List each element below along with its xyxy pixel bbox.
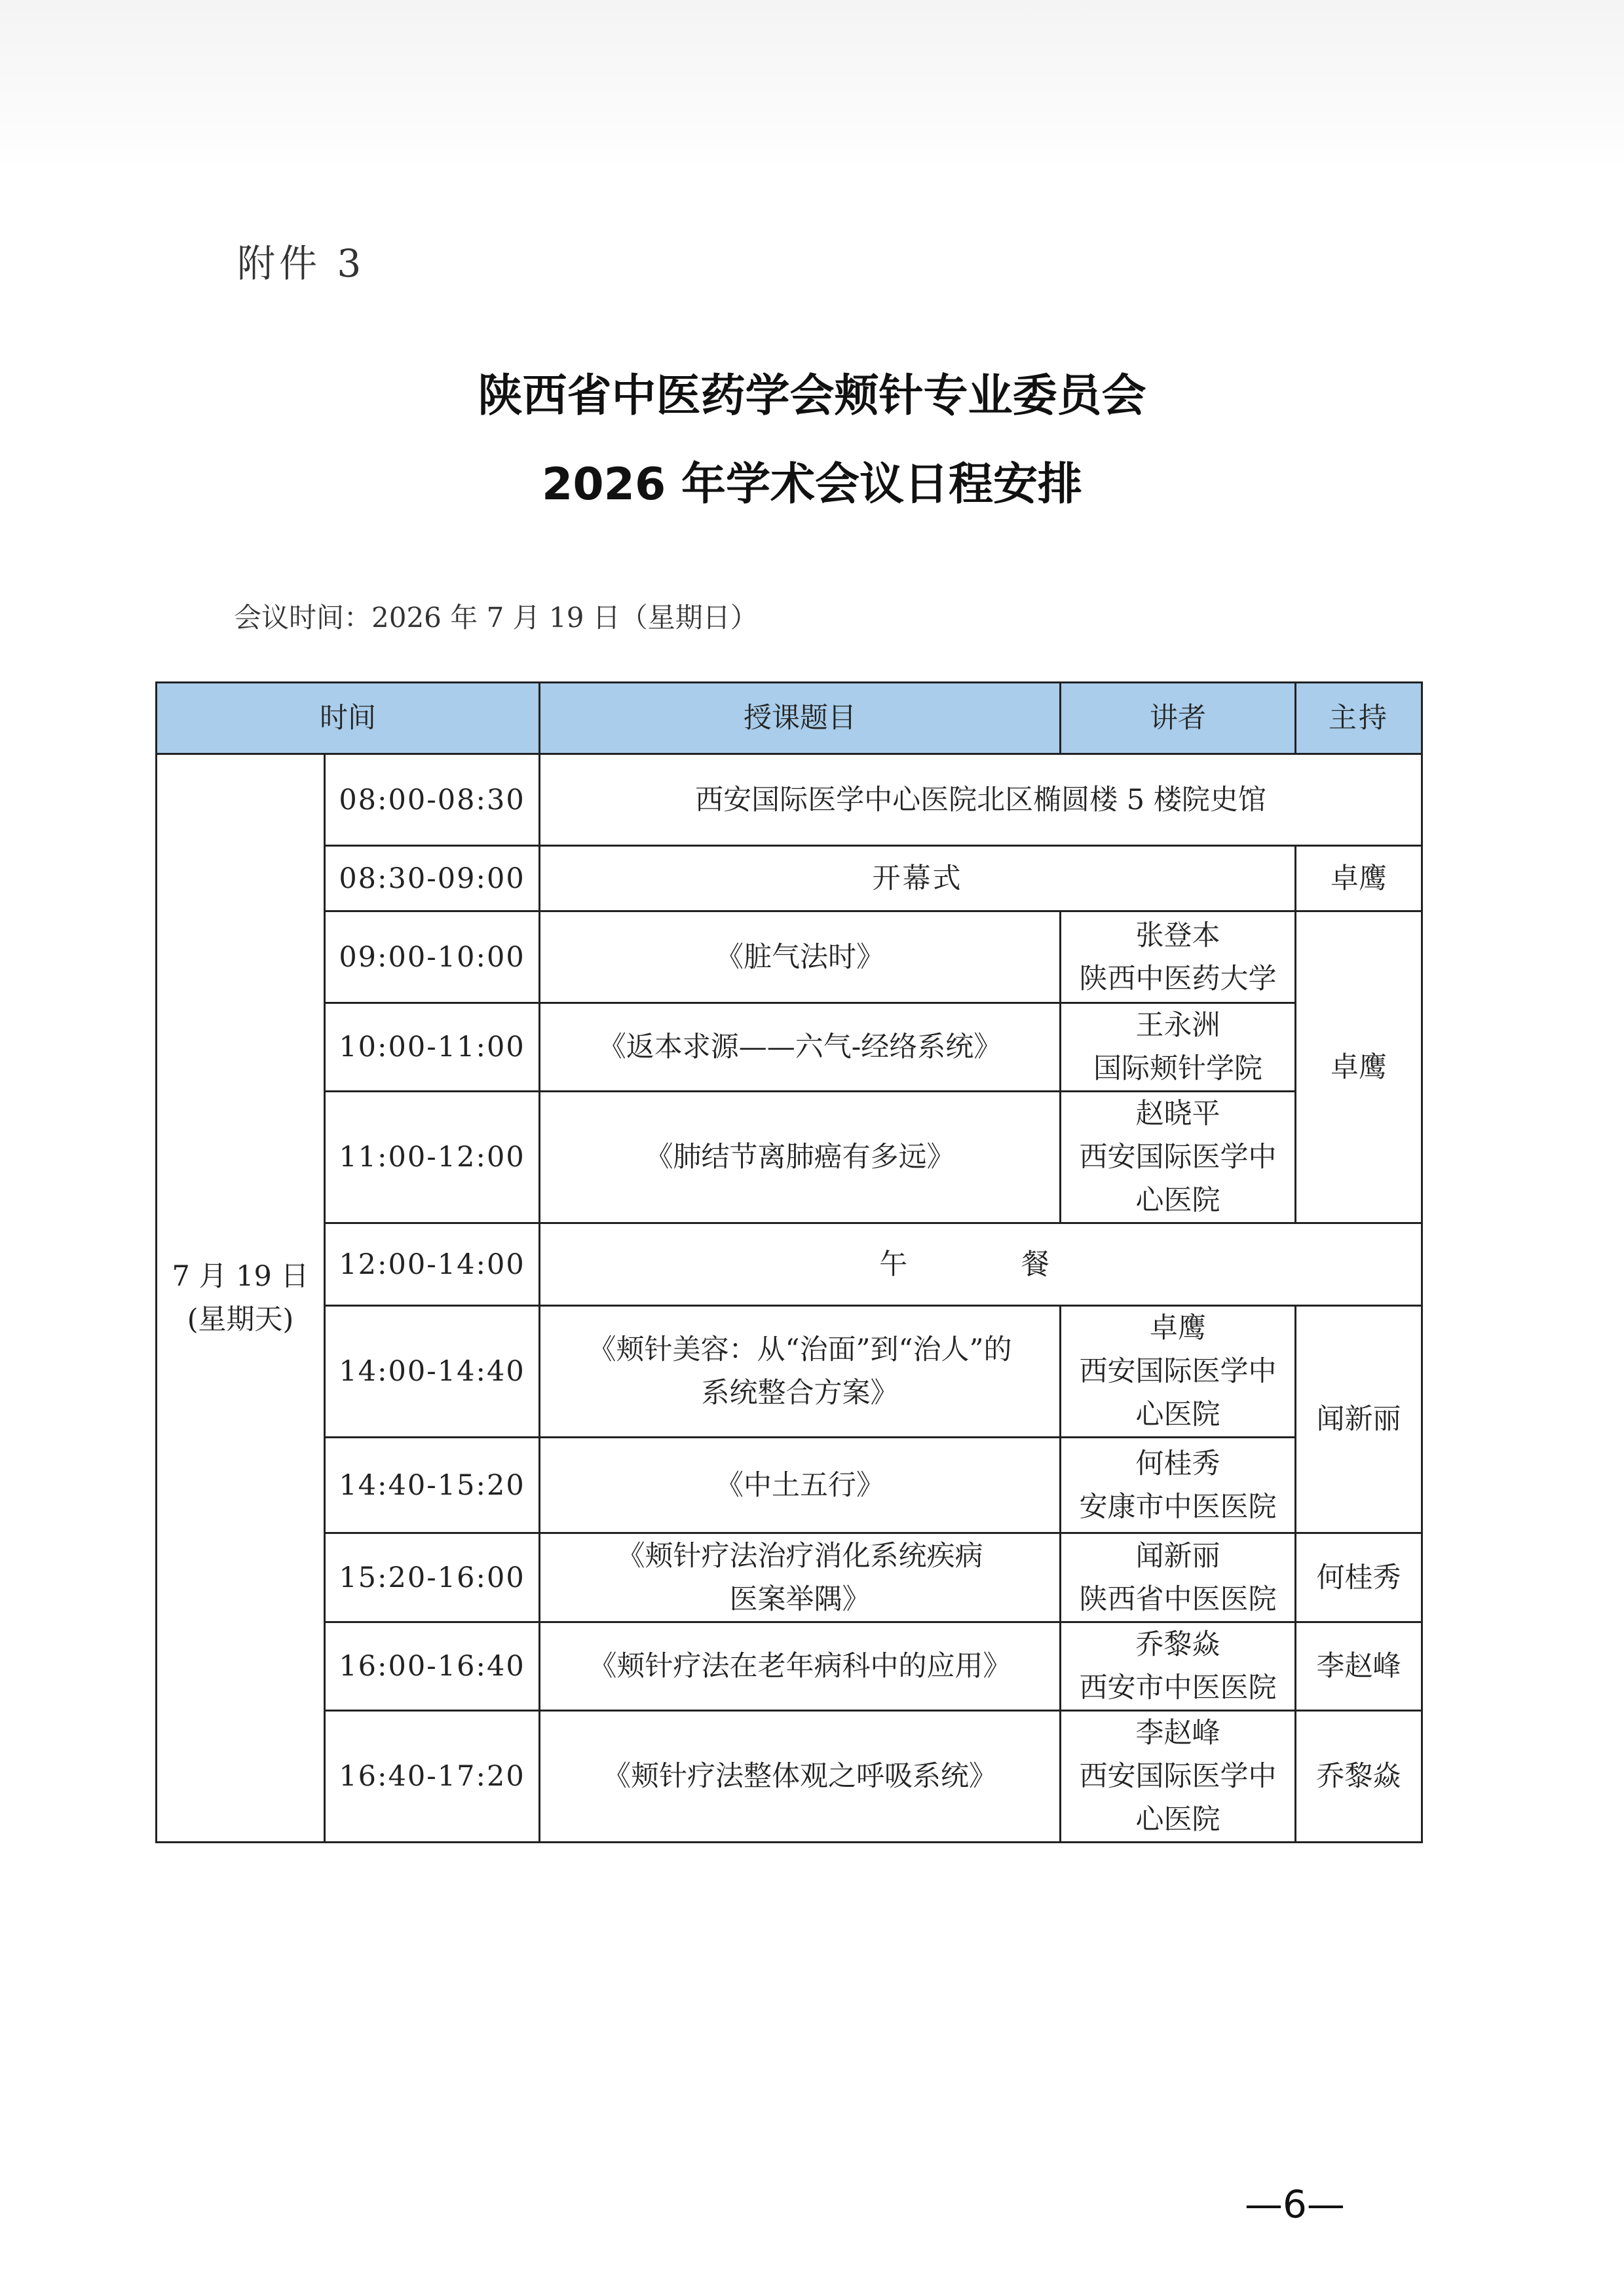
time-cell: 09:00-10:00 [325,911,540,1003]
speaker-org: 安康市中医医院 [1079,1490,1277,1523]
subject-cell: 开幕式 [540,846,1296,911]
document-title-line1: 陕西省中医药学会颊针专业委员会 [478,370,1146,422]
time-cell: 16:00-16:40 [325,1622,540,1711]
header-time: 时间 [157,683,540,754]
speaker-cell [1061,1438,1296,1533]
date-cell [157,754,325,1843]
table-row [157,846,1422,911]
speaker-org: 陕西中医药大学 [1079,962,1277,995]
speaker-name: 王永洲 [1135,1009,1220,1042]
table-row [157,1003,1422,1092]
time-cell: 08:30-09:00 [325,846,540,911]
time-cell: 14:40-15:20 [325,1438,540,1533]
time-cell: 15:20-16:00 [325,1533,540,1622]
table-row [157,754,1422,846]
speaker-cell [1061,911,1296,1003]
speaker-org-line2: 心医院 [1135,1803,1220,1836]
speaker-name: 赵晓平 [1135,1098,1220,1130]
speaker-org: 陕西省中医医院 [1079,1582,1277,1616]
subject-cell: 《颊针疗法整体观之呼吸系统》 [540,1711,1061,1843]
speaker-org-line2: 心医院 [1135,1398,1220,1431]
table-row [157,1622,1422,1711]
time-cell: 11:00-12:00 [325,1092,540,1223]
table-row [157,911,1422,1003]
subject-cell: 《中土五行》 [540,1438,1061,1533]
host-cell: 闻新丽 [1296,1306,1422,1533]
time-cell: 14:00-14:40 [325,1306,540,1438]
header-speaker: 讲者 [1061,683,1296,754]
attachment-label: 附件 3 [237,241,366,286]
document-title-line2: 2026 年学术会议日程安排 [542,459,1082,510]
speaker-name: 卓鹰 [1150,1312,1206,1345]
time-cell: 08:00-08:30 [325,754,540,846]
speaker-name: 乔黎焱 [1135,1628,1220,1661]
speaker-org: 西安市中医医院 [1079,1672,1277,1704]
table-row [157,1711,1422,1843]
speaker-org-line1: 西安国际医学中 [1079,1141,1277,1174]
speaker-name: 何桂秀 [1135,1447,1220,1480]
speaker-cell [1061,1711,1296,1843]
table-row [157,1223,1422,1306]
subject-line1: 《颊针疗法治疗消化系统疾病 [616,1539,983,1573]
venue-cell: 西安国际医学中心医院北区椭圆楼 5 楼院史馆 [540,754,1422,846]
subject-line2: 系统整合方案》 [701,1377,899,1409]
speaker-name: 张登本 [1135,919,1220,952]
subject-cell [540,1533,1061,1622]
host-cell: 何桂秀 [1296,1533,1422,1622]
speaker-org-line1: 西安国际医学中 [1079,1355,1277,1388]
header-host: 主持 [1296,683,1422,754]
speaker-name: 李赵峰 [1135,1717,1220,1750]
subject-cell: 《脏气法时》 [540,911,1061,1003]
speaker-cell [1061,1306,1296,1438]
speaker-cell [1061,1003,1296,1092]
time-cell: 12:00-14:00 [325,1223,540,1306]
date-line2: (星期天) [187,1303,294,1336]
table-header-row [157,683,1422,754]
meeting-time: 会议时间：2026 年 7 月 19 日（星期日） [234,602,758,634]
subject-line1: 《颊针美容：从“治面”到“治人”的 [588,1333,1012,1366]
speaker-cell [1061,1092,1296,1223]
subject-cell: 《肺结节离肺癌有多远》 [540,1092,1061,1223]
speaker-org-line1: 西安国际医学中 [1079,1760,1277,1793]
host-cell: 卓鹰 [1296,846,1422,911]
table-row [157,1306,1422,1438]
table-row [157,1092,1422,1223]
host-cell: 李赵峰 [1296,1622,1422,1711]
speaker-name: 闻新丽 [1135,1539,1220,1573]
page-number: —6— [1245,2182,1345,2227]
host-cell: 乔黎焱 [1296,1711,1422,1843]
speaker-cell [1061,1622,1296,1711]
scan-shading [0,0,1624,170]
header-subject: 授课题目 [540,683,1061,754]
lunch-cell: 午 餐 [540,1223,1422,1306]
table-row [157,1533,1422,1622]
subject-cell [540,1306,1061,1438]
host-cell: 卓鹰 [1296,911,1422,1223]
time-cell: 10:00-11:00 [325,1003,540,1092]
speaker-cell [1061,1533,1296,1622]
speaker-org-line2: 心医院 [1135,1184,1220,1217]
subject-cell: 《颊针疗法在老年病科中的应用》 [540,1622,1061,1711]
table-row [157,1438,1422,1533]
speaker-org: 国际颊针学院 [1093,1052,1262,1085]
time-cell: 16:40-17:20 [325,1711,540,1843]
subject-cell: 《返本求源——六气-经络系统》 [540,1003,1061,1092]
date-line1: 7 月 19 日 [172,1260,309,1293]
schedule-table [155,681,1423,1843]
subject-line2: 医案举隅》 [729,1582,871,1616]
